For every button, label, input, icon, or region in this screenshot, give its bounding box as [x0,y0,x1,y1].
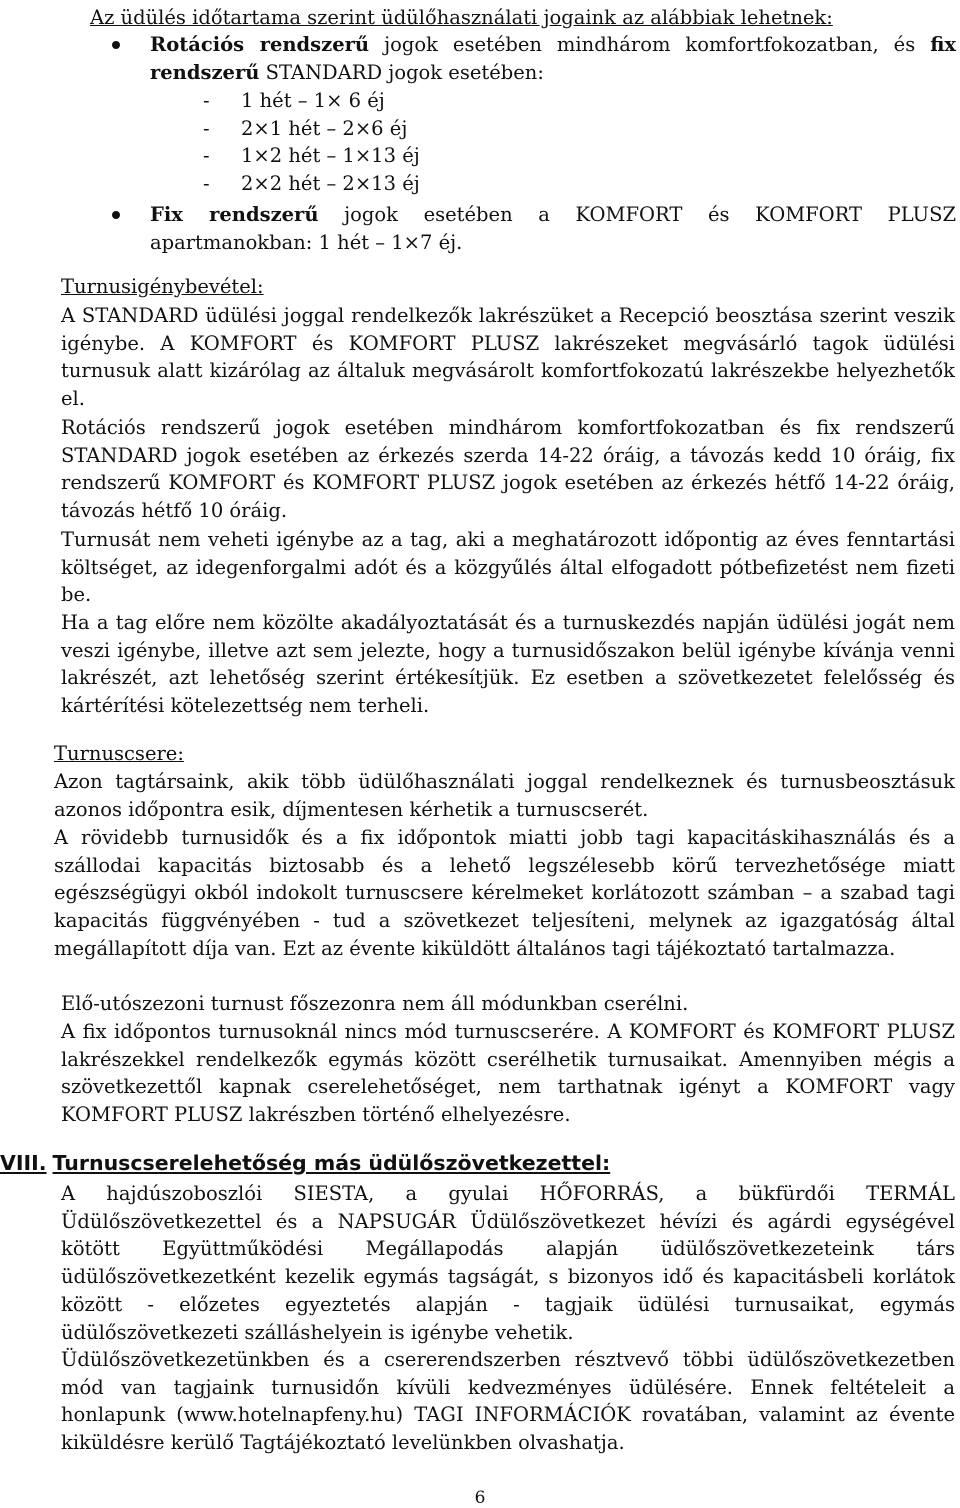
dash-item-text: 1 hét – 1× 6 éj [241,89,385,112]
dash-item: - 1 hét – 1× 6 éj [203,89,385,112]
turnus-paragraph-3: Turnusát nem veheti igénybe az a tag, aki a meghatározott időpontig az éves fenntartási költséget, az idegenforgalmi adót és a közgyűlés által elfogadott pótbefizetést nem fizeti be. [61,528,955,607]
section-viii-heading [0,1151,610,1175]
bullet2-text: jogok esetében a KOMFORT és KOMFORT PLUSZ apartmanokban: 1 hét – 1×7 éj. [150,203,956,254]
bullet-list-1 [112,31,956,86]
csere-paragraph-2: A rövidebb turnusidők és a fix időpontok miatti jobb tagi kapacitáskihasználás és a szállodai kapacitás biztosabb és a lehető legszélesebb körű tervezhetősége miatt egészségügyi okból indokolt turnuscsere kérelmeket korlátozott számban – a szabad tagi kapacitás függvényében - tud a szövetkezet teljesíteni, melynek az igazgatóság által megállapított díja van. Ezt az évente kiküldött általános tagi tájékoztató tartalmazza. [54,826,955,960]
csere-paragraph-1: Azon tagtársaink, akik több üdülőhasználati joggal rendelkeznek és turnusbeosztásuk azonos időpontra esik, díjmentesen kérhetik a turnuscserét. [54,770,955,821]
dash-item: - 2×2 hét – 2×13 éj [203,172,420,195]
turnus-heading: Turnusigénybevétel: [61,275,264,298]
turnus-paragraph-2: Rotációs rendszerű jogok esetében mindhárom komfortfokozatban és fix rendszerű STANDARD jogok esetében az érkezés szerda 14-22 óráig, a távozás kedd 10 óráig, fix rendszerű KOMFORT és KOMFORT PLUSZ jogok esetében az érkezés hétfő 14-22 óráig, távozás hétfő 10 óráig. [61,416,955,523]
viii-paragraph-2: Üdülőszövetkezetünkben és a csererendszerben résztvevő többi üdülőszövetkezetben mód van tagjaink turnusidőn kívüli kedvezményes üdülésére. Ennek feltételeit a honlapunk (www.hotelnapfeny.hu) TAGI INFORMÁCIÓK rovatában, valamint az évente kiküldésre kerülő Tagtájékoztató levelünkben olvashatja. [61,1348,955,1455]
section-title: Turnuscserelehetőség más üdülőszövetkezettel: [52,1151,611,1175]
csere-paragraph-3: Elő-utószezoni turnust főszezonra nem áll módunkban cserélni. [61,992,689,1015]
bullet1-text2: STANDARD jogok esetében: [259,60,544,84]
bullet-list-2 [112,201,956,256]
bullet-fix [112,201,956,256]
dash-item: - 1×2 hét – 1×13 éj [203,144,420,167]
bullet1-bold2: fix rendszerű [150,33,957,84]
turnus-paragraph-4: Ha a tag előre nem közölte akadályoztatását és a turnuskezdés napján üdülési jogát nem veszi igénybe, illetve azt sem jelezte, hogy a turnusidőszakon belül igénybe kívánja venni lakrészét, azt lehetőség szerint értékesítjük. Ez esetben a szövetkezetet felelősség és kártérítési kötelezettség nem terheli. [61,611,955,718]
turnus-paragraph-1: A STANDARD üdülési joggal rendelkezők lakrészüket a Recepció beosztása szerint veszik igénybe. A KOMFORT és KOMFORT PLUSZ lakrészeket megvásárló tagok üdülési turnusuk alatt kizárólag az általuk megvásárolt komfortfokozatú lakrészekbe helyezhetők el. [61,304,955,411]
csere-heading: Turnuscsere: [54,742,184,765]
bullet1-text1: jogok esetében mindhárom komfortfokozatban, és [369,33,931,56]
dash-item-text: 2×1 hét – 2×6 éj [241,117,408,140]
bullet2-bold: Fix rendszerű [150,203,319,226]
csere-paragraph-4: A fix időpontos turnusoknál nincs mód turnuscserére. A KOMFORT és KOMFORT PLUSZ lakrészekkel rendelkezők egymás között cserélhetik turnusaikat. Amennyiben mégis a szövetkezettől kapnak cserelehetőséget, nem tarthatnak igényt a KOMFORT vagy KOMFORT PLUSZ lakrészben történő elhelyezésre. [61,1020,955,1127]
bullet1-bold1: Rotációs rendszerű [150,33,370,56]
section-number: VIII. [0,1151,47,1175]
intro-heading: Az üdülés időtartama szerint üdülőhasználati jogaink az alábbiak lehetnek: [90,6,833,29]
page-number: 6 [474,1488,486,1508]
dash-item-text: 2×2 hét – 2×13 éj [241,172,420,195]
dash-item-text: 1×2 hét – 1×13 éj [241,144,420,167]
bullet-rotacios [112,31,956,86]
dash-item: - 2×1 hét – 2×6 éj [203,117,408,140]
viii-paragraph-1: A hajdúszoboszlói SIESTA, a gyulai HŐFORRÁS, a bükfürdői TERMÁL Üdülőszövetkezettel és a NAPSUGÁR Üdülőszövetkezet hévízi és agárdi egységével kötött Együttműködési Megállapodás alapján üdülőszövetkezeteink társ üdülőszövetkezetként kezelik egymás tagságát, s bizonyos idő és kapacitásbeli korlátok között - előzetes egyeztetés alapján - tagjaik üdülési turnusaikat, egymás üdülőszövetkezeti szálláshelyein is igénybe vehetik. [61,1182,955,1344]
